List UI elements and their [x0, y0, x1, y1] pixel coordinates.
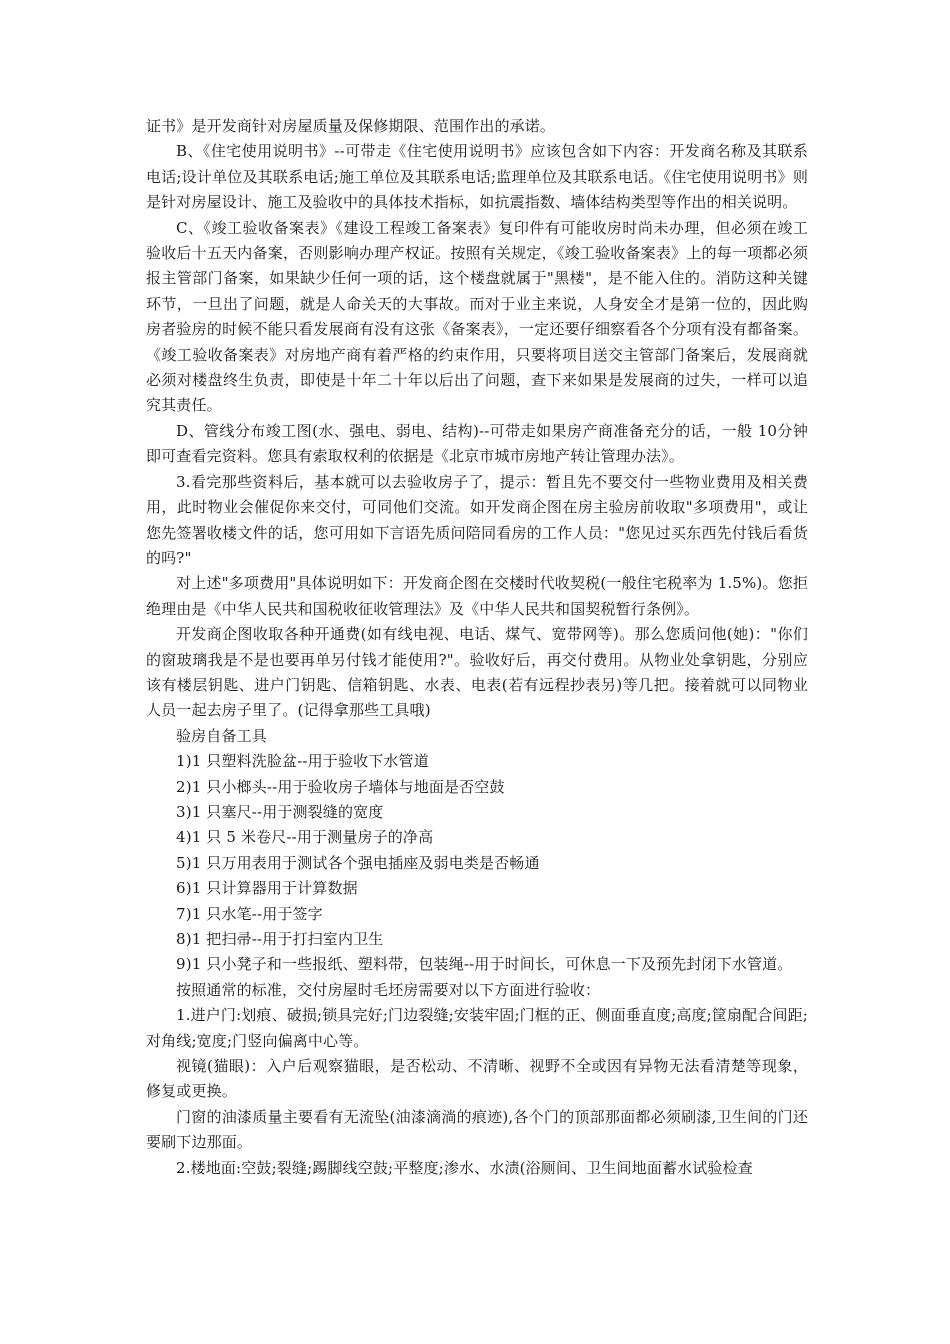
paragraph: 1.进户门:划痕、破损;锁具完好;门边裂缝;安装牢固;门框的正、侧面垂直度;高度;筐扇配合间距;对角线;宽度;门竖向偏离中心等。: [146, 1006, 808, 1050]
tool-list-item: 5)1 只万用表用于测试各个强电插座及弱电类是否畅通: [176, 853, 540, 872]
paragraph: 门窗的油漆质量主要看有无流坠(油漆滴淌的痕迹),各个门的顶部那面都必须刷漆,卫生间的门还要刷下边那面。: [146, 1107, 808, 1152]
tool-list-item: 6)1 只计算器用于计算数据: [176, 879, 358, 898]
tool-list-item: 8)1 把扫帚--用于打扫室内卫生: [176, 930, 384, 948]
paragraph: 证书》是开发商针对房屋质量及保修期限、范围作出的承诺。: [146, 117, 556, 135]
tool-list-item: 7)1 只水笔--用于签字: [176, 904, 323, 923]
section-heading: 验房自备工具: [176, 726, 267, 745]
tool-list-item: 4)1 只 5 米卷尺--用于测量房子的净高: [176, 828, 434, 847]
document-page: [146, 114, 808, 1181]
paragraph: 对上述"多项费用"具体说明如下：开发商企图在交楼时代收契税(一般住宅税率为 1.5%)。您拒绝理由是《中华人民共和国税收征收管理法》及《中华人民共和国契税暂行条例》。: [146, 574, 808, 618]
tool-list-item: 2)1 只小榔头--用于验收房子墙体与地面是否空鼓: [176, 777, 505, 796]
tool-list-item: 1)1 只塑料洗脸盆--用于验收下水管道: [176, 752, 429, 771]
paragraph: 3.看完那些资料后，基本就可以去验收房子了，提示：暂且先不要交付一些物业费用及相关费用，此时物业会催促你来交付，可同他们交流。如开发商企图在房主验房前收取"多项费用"，或让您先签署收楼文件的话，您可用如下言语先质问陪同看房的工作人员："您见过买东西先付钱后看货的吗?": [146, 472, 808, 567]
paragraph: 视镜(猫眼)：入户后观察猫眼，是否松动、不清晰、视野不全或因有异物无法看清楚等现象，修复或更换。: [146, 1057, 808, 1101]
paragraph: 2.楼地面:空鼓;裂缝;踢脚线空鼓;平整度;渗水、水渍(浴厕间、卫生间地面蓄水试验检查: [176, 1158, 753, 1177]
tool-list-item: 9)1 只小凳子和一些报纸、塑料带，包装绳--用于时间长，可休息一下及预先封闭下水管道。: [176, 955, 793, 974]
paragraph: D、管线分布竣工图(水、强电、弱电、结构)--可带走如果房产商准备充分的话，一般 10分钟即可查看完资料。您具有索取权利的依据是《北京市城市房地产转让管理办法》。: [146, 421, 808, 466]
paragraph: C、《竣工验收备案表》《建设工程竣工备案表》复印件有可能收房时尚未办理，但必须在竣工验收后十五天内备案，否则影响办理产权证。按照有关规定，《竣工验收备案表》上的每一项都必须报主管部门备案，如果缺少任何一项的话，这个楼盘就属于"黑楼"，是不能入住的。消防这种关键环节，一旦出了问题，就是人命关天的大事故。而对于业主来说，人身安全才是第一位的，因此购房者验房的时候不能只看发展商有没有这张《备案表》，一定还要仔细察看各个分项有没有都备案。《竣工验收备案表》对房地产商有着严格的约束作用，只要将项目送交主管部门备案后，发展商就必须对楼盘终生负责，即使是十年二十年以后出了问题，查下来如果是发展商的过失，一样可以追究其责任。: [146, 218, 808, 415]
tool-list-item: 3)1 只塞尺--用于测裂缝的宽度: [176, 802, 384, 821]
paragraph: 开发商企图收取各种开通费(如有线电视、电话、煤气、宽带网等)。那么您质问他(她)："你们的窗玻璃我是不是也要再单另付钱才能使用?"。验收好后，再交付费用。从物业处拿钥匙，分别应该有楼层钥匙、进户门钥匙、信箱钥匙、水表、电表(若有远程抄表另)等几把。接着就可以同物业人员一起去房子里了。(记得拿那些工具哦): [146, 625, 808, 720]
paragraph: B、《住宅使用说明书》--可带走《住宅使用说明书》应该包含如下内容：开发商名称及其联系电话;设计单位及其联系电话;施工单位及其联系电话;监理单位及其联系电话。《住宅使用说明书》则是针对房屋设计、施工及验收中的具体技术指标，如抗震指数、墙体结构类型等作出的相关说明。: [146, 142, 808, 212]
paragraph: 按照通常的标准，交付房屋时毛坯房需要对以下方面进行验收：: [176, 980, 601, 999]
